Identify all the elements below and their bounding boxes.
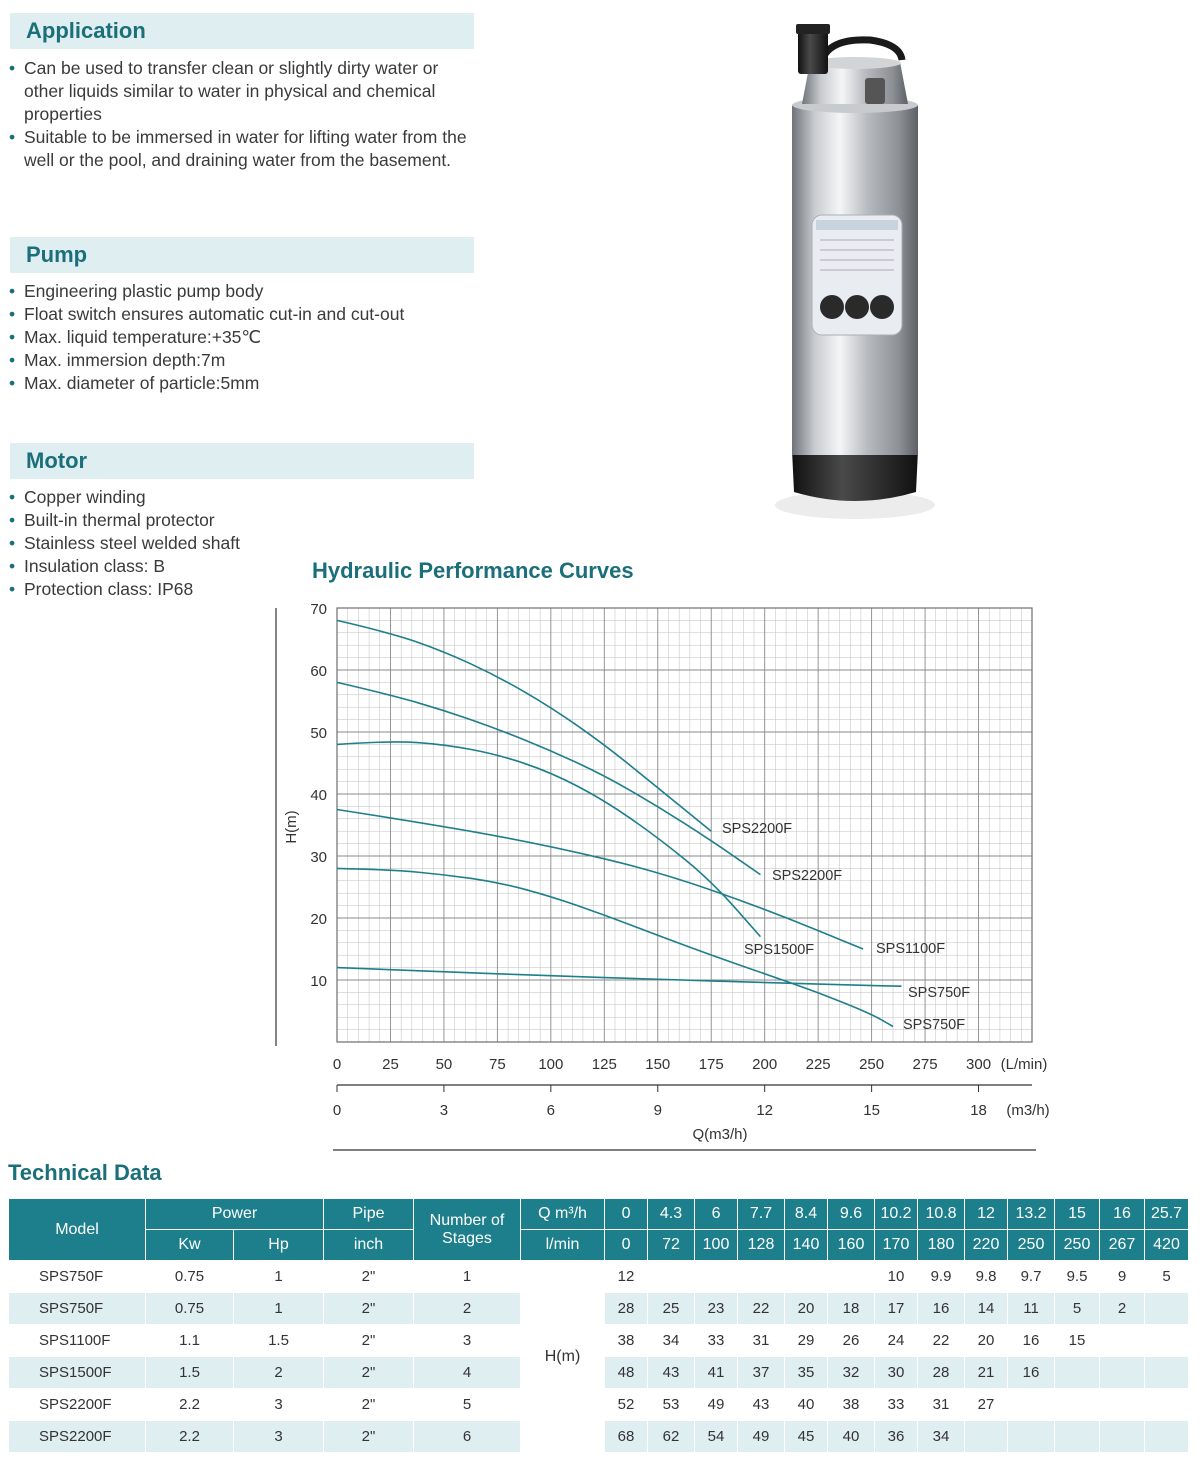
q-lmin: 72	[648, 1230, 695, 1261]
head-cell: 40	[828, 1421, 875, 1453]
list-item: • Protection class: IP68	[8, 578, 308, 601]
head-cell: 12	[605, 1261, 648, 1293]
head-cell: 16	[1008, 1325, 1055, 1357]
head-cell	[1145, 1325, 1189, 1357]
head-cell: 33	[875, 1389, 918, 1421]
kw-cell: 0.75	[146, 1261, 234, 1293]
curve-sps2200f	[337, 620, 711, 831]
head-cell: 29	[785, 1325, 828, 1357]
list-item: • Insulation class: B	[8, 555, 308, 578]
head-cell: 15	[1055, 1325, 1100, 1357]
stages-cell: 6	[414, 1421, 521, 1453]
head-cell	[1008, 1389, 1055, 1421]
head-cell: 24	[875, 1325, 918, 1357]
q-lmin: 128	[738, 1230, 785, 1261]
x-tick-label: 275	[912, 1056, 938, 1073]
x-tick-label: 250	[859, 1056, 885, 1073]
head-cell: 5	[1055, 1293, 1100, 1325]
q-m3h: 12	[965, 1199, 1008, 1230]
head-cell: 35	[785, 1357, 828, 1389]
q-m3h: 25.7	[1145, 1199, 1189, 1230]
head-cell: 40	[785, 1389, 828, 1421]
tech-data-title: Technical Data	[8, 1160, 162, 1185]
head-cell	[1100, 1421, 1145, 1453]
head-cell: 11	[1008, 1293, 1055, 1325]
q-m3h: 0	[605, 1199, 648, 1230]
hp-cell: 1.5	[234, 1325, 324, 1357]
y-axis-label: H(m)	[283, 810, 300, 844]
head-cell: 16	[918, 1293, 965, 1325]
head-cell: 2	[1100, 1293, 1145, 1325]
y-tick-label: 40	[310, 787, 327, 804]
curve-sps1500f	[337, 742, 760, 937]
col-q: Q m³/h	[521, 1199, 605, 1230]
head-cell: 10	[875, 1261, 918, 1293]
head-cell: 23	[695, 1293, 738, 1325]
col-lmin: l/min	[521, 1230, 605, 1261]
q-lmin: 267	[1100, 1230, 1145, 1261]
col-hp: Hp	[234, 1230, 324, 1261]
kw-cell: 2.2	[146, 1389, 234, 1421]
curve-label: SPS2200F	[772, 868, 843, 884]
head-cell	[1055, 1389, 1100, 1421]
hp-cell: 1	[234, 1293, 324, 1325]
head-cell: 18	[828, 1293, 875, 1325]
curve-label: SPS2200F	[722, 821, 793, 837]
y-tick-label: 60	[310, 663, 327, 680]
col-pipe: Pipe	[324, 1199, 414, 1230]
list-item: • Float switch ensures automatic cut-in and cut-out	[8, 303, 478, 326]
y-tick-label: 50	[310, 725, 327, 742]
q-lmin: 170	[875, 1230, 918, 1261]
pipe-cell: 2"	[324, 1389, 414, 1421]
head-cell	[1145, 1357, 1189, 1389]
model-cell: SPS2200F	[9, 1421, 146, 1453]
head-cell: 43	[648, 1357, 695, 1389]
list-item: • Max. liquid temperature:+35℃	[8, 326, 478, 349]
x-tick-label: 12	[756, 1102, 774, 1119]
head-cell: 30	[875, 1357, 918, 1389]
x-tick-label: 150	[645, 1056, 671, 1073]
head-cell: 49	[695, 1389, 738, 1421]
list-item: • Can be used to transfer clean or slightly dirty water or other liquids similar to water in physical and chemical properties	[8, 57, 478, 126]
head-cell	[738, 1261, 785, 1293]
head-cell: 9.5	[1055, 1261, 1100, 1293]
list-item: • Max. diameter of particle:5mm	[8, 372, 478, 395]
x-tick-label: 200	[752, 1056, 778, 1073]
pump-title: Pump	[26, 242, 88, 267]
pipe-cell: 2"	[324, 1261, 414, 1293]
head-cell: 22	[918, 1325, 965, 1357]
q-m3h: 7.7	[738, 1199, 785, 1230]
x-unit-m3h: (m3/h)	[1006, 1102, 1050, 1119]
head-cell	[828, 1261, 875, 1293]
x-tick-label: 0	[332, 1056, 342, 1073]
application-title: Application	[26, 18, 146, 43]
x-tick-label: 75	[489, 1056, 506, 1073]
chart-title: Hydraulic Performance Curves	[312, 558, 634, 583]
col-power: Power	[146, 1199, 324, 1230]
pipe-cell: 2"	[324, 1421, 414, 1453]
q-lmin: 220	[965, 1230, 1008, 1261]
x-tick-label: 300	[966, 1056, 992, 1073]
head-cell: 27	[965, 1389, 1008, 1421]
q-m3h: 9.6	[828, 1199, 875, 1230]
q-m3h: 6	[695, 1199, 738, 1230]
head-cell: 45	[785, 1421, 828, 1453]
head-cell: 54	[695, 1421, 738, 1453]
curve-sps750f	[337, 968, 902, 987]
q-lmin: 0	[605, 1230, 648, 1261]
head-cell	[648, 1261, 695, 1293]
y-tick-label: 20	[310, 911, 327, 928]
head-cell: 26	[828, 1325, 875, 1357]
x-tick-label: 0	[332, 1102, 342, 1119]
x-tick-label: 100	[538, 1056, 564, 1073]
col-stages	[414, 1199, 521, 1261]
head-cell: 53	[648, 1389, 695, 1421]
head-cell: 48	[605, 1357, 648, 1389]
head-cell: 41	[695, 1357, 738, 1389]
kw-cell: 1.1	[146, 1325, 234, 1357]
q-m3h: 10.2	[875, 1199, 918, 1230]
head-cell	[1055, 1421, 1100, 1453]
y-tick-label: 30	[310, 849, 327, 866]
hp-cell: 2	[234, 1357, 324, 1389]
x-tick-label: 18	[970, 1102, 987, 1119]
head-cell: 31	[918, 1389, 965, 1421]
x-axis-label: Q(m3/h)	[692, 1126, 748, 1143]
head-cell	[1100, 1325, 1145, 1357]
x-tick-label: 9	[653, 1102, 662, 1119]
q-m3h: 10.8	[918, 1199, 965, 1230]
stages-cell: 1	[414, 1261, 521, 1293]
curve-label: SPS750F	[908, 985, 971, 1001]
head-cell: 34	[648, 1325, 695, 1357]
y-tick-label: 70	[310, 601, 327, 618]
head-cell: 43	[738, 1389, 785, 1421]
head-cell: 34	[918, 1421, 965, 1453]
q-lmin: 100	[695, 1230, 738, 1261]
head-cell: 28	[605, 1293, 648, 1325]
q-m3h: 16	[1100, 1199, 1145, 1230]
col-inch: inch	[324, 1230, 414, 1261]
stages-cell: 5	[414, 1389, 521, 1421]
head-cell	[785, 1261, 828, 1293]
x-tick-label: 125	[591, 1056, 617, 1073]
q-m3h: 8.4	[785, 1199, 828, 1230]
q-lmin: 250	[1055, 1230, 1100, 1261]
head-cell: 31	[738, 1325, 785, 1357]
pipe-cell: 2"	[324, 1325, 414, 1357]
q-lmin: 140	[785, 1230, 828, 1261]
x-tick-label: 175	[698, 1056, 724, 1073]
curve-label: SPS1500F	[744, 942, 815, 958]
kw-cell: 2.2	[146, 1421, 234, 1453]
head-cell	[1055, 1357, 1100, 1389]
head-cell: 14	[965, 1293, 1008, 1325]
head-cell: 38	[605, 1325, 648, 1357]
head-cell: 37	[738, 1357, 785, 1389]
head-cell	[1145, 1389, 1189, 1421]
q-lmin: 180	[918, 1230, 965, 1261]
x-tick-label: 3	[439, 1102, 449, 1119]
kw-cell: 0.75	[146, 1293, 234, 1325]
head-cell: 9	[1100, 1261, 1145, 1293]
kw-cell: 1.5	[146, 1357, 234, 1389]
head-cell: 17	[875, 1293, 918, 1325]
head-cell	[1145, 1421, 1189, 1453]
pipe-cell: 2"	[324, 1357, 414, 1389]
list-item: • Engineering plastic pump body	[8, 280, 478, 303]
x-tick-label: 25	[382, 1056, 399, 1073]
col-stages-line2: Stages	[442, 1229, 492, 1247]
list-item: • Built-in thermal protector	[8, 509, 308, 532]
col-model: Model	[9, 1199, 146, 1261]
model-cell: SPS1100F	[9, 1325, 146, 1357]
model-cell: SPS750F	[9, 1261, 146, 1293]
head-cell	[1145, 1293, 1189, 1325]
head-cell: 62	[648, 1421, 695, 1453]
y-tick-label: 10	[310, 973, 327, 990]
model-cell: SPS1500F	[9, 1357, 146, 1389]
list-item: • Max. immersion depth:7m	[8, 349, 478, 372]
head-cell: 9.8	[965, 1261, 1008, 1293]
q-lmin: 160	[828, 1230, 875, 1261]
head-cell	[1100, 1389, 1145, 1421]
list-item: • Suitable to be immersed in water for lifting water from the well or the pool, and draining water from the basement.	[8, 126, 478, 172]
col-kw: Kw	[146, 1230, 234, 1261]
stages-cell: 2	[414, 1293, 521, 1325]
curve-label: SPS750F	[903, 1017, 966, 1033]
head-cell: 5	[1145, 1261, 1189, 1293]
q-m3h: 13.2	[1008, 1199, 1055, 1230]
model-cell: SPS2200F	[9, 1389, 146, 1421]
head-cell: 68	[605, 1421, 648, 1453]
head-cell: 32	[828, 1357, 875, 1389]
head-cell	[1100, 1357, 1145, 1389]
head-cell: 33	[695, 1325, 738, 1357]
hm-label: H(m)	[521, 1261, 605, 1453]
head-cell: 52	[605, 1389, 648, 1421]
pipe-cell: 2"	[324, 1293, 414, 1325]
hp-cell: 1	[234, 1261, 324, 1293]
q-lmin: 250	[1008, 1230, 1055, 1261]
tech-data-table	[8, 1198, 1189, 1453]
head-cell	[965, 1421, 1008, 1453]
x-tick-label: 50	[435, 1056, 453, 1073]
hp-cell: 3	[234, 1389, 324, 1421]
head-cell: 9.7	[1008, 1261, 1055, 1293]
model-cell: SPS750F	[9, 1293, 146, 1325]
head-cell: 21	[965, 1357, 1008, 1389]
head-cell: 22	[738, 1293, 785, 1325]
q-m3h: 4.3	[648, 1199, 695, 1230]
stages-cell: 4	[414, 1357, 521, 1389]
motor-title: Motor	[26, 448, 88, 473]
head-cell: 38	[828, 1389, 875, 1421]
head-cell	[695, 1261, 738, 1293]
head-cell: 28	[918, 1357, 965, 1389]
x-unit-lmin: (L/min)	[1000, 1056, 1048, 1073]
col-stages-line1: Number of	[429, 1211, 505, 1229]
hp-cell: 3	[234, 1421, 324, 1453]
curve-label: SPS1100F	[876, 941, 946, 957]
x-tick-label: 15	[863, 1102, 880, 1119]
head-cell: 25	[648, 1293, 695, 1325]
head-cell: 20	[785, 1293, 828, 1325]
head-cell: 36	[875, 1421, 918, 1453]
table-row	[9, 1261, 1189, 1293]
list-item: • Copper winding	[8, 486, 308, 509]
stages-cell: 3	[414, 1325, 521, 1357]
head-cell	[1008, 1421, 1055, 1453]
head-cell: 20	[965, 1325, 1008, 1357]
q-m3h: 15	[1055, 1199, 1100, 1230]
head-cell: 9.9	[918, 1261, 965, 1293]
head-cell: 16	[1008, 1357, 1055, 1389]
q-lmin: 420	[1145, 1230, 1189, 1261]
list-item: • Stainless steel welded shaft	[8, 532, 308, 555]
head-cell: 49	[738, 1421, 785, 1453]
x-tick-label: 6	[546, 1102, 556, 1119]
x-tick-label: 225	[805, 1056, 831, 1073]
